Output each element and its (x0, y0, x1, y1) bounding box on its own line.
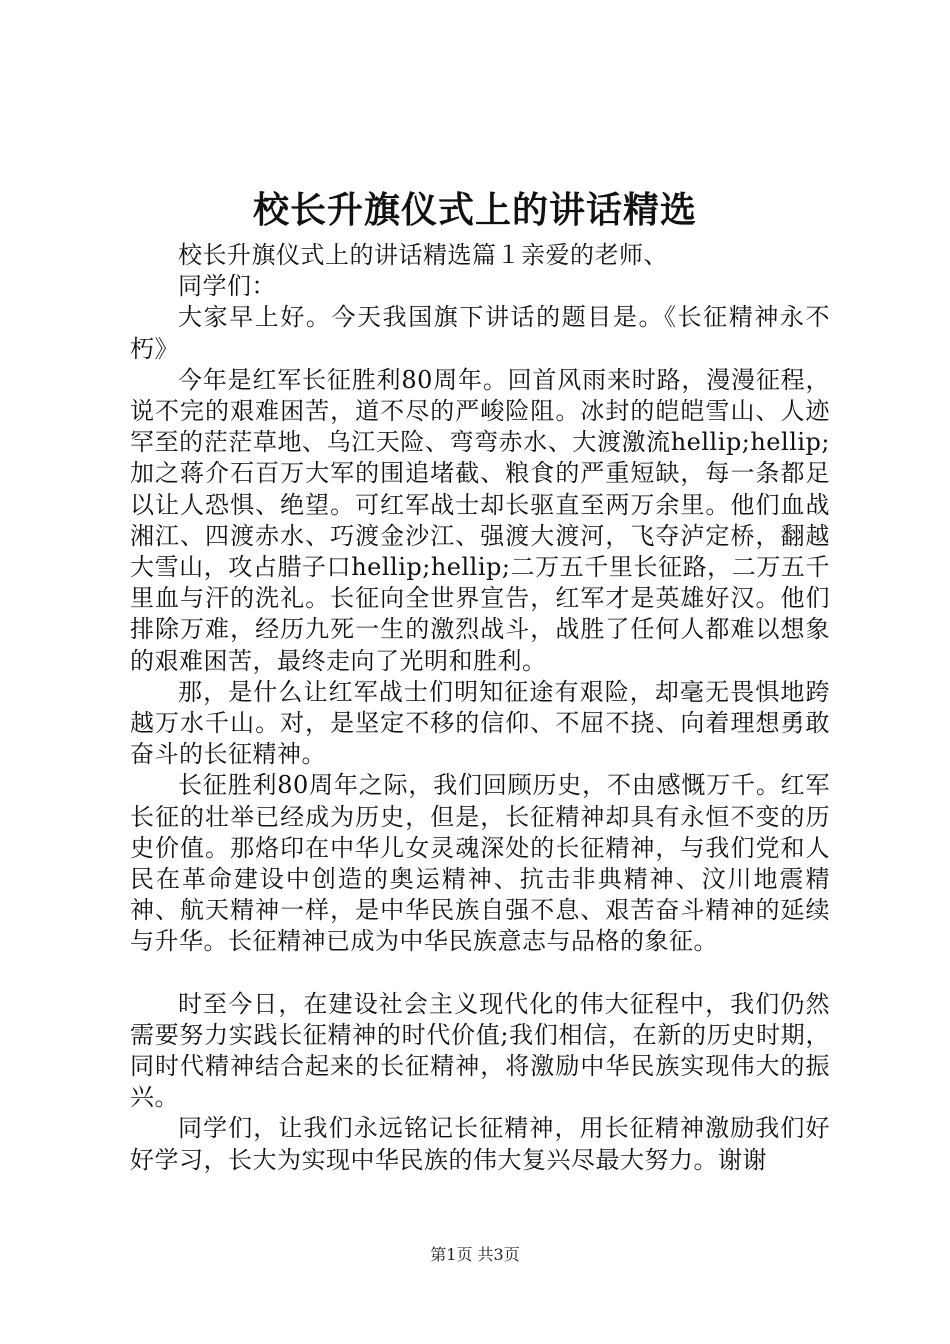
document-title: 校长升旗仪式上的讲话精选 (252, 189, 697, 231)
paragraph-greeting: 校长升旗仪式上的讲话精选篇１亲爱的老师、 (178, 241, 668, 269)
paragraph-question: 那，是什么让红军战士们明知征途有艰险，却毫无畏惧地跨越万水千山。对，是坚定不移的信仰、不屈不挠、向着理想勇敢奋斗的长征精神。 (130, 677, 830, 769)
document-body (130, 240, 830, 1176)
paragraph-today: 时至今日，在建设社会主义现代化的伟大征程中，我们仍然需要努力实践长征精神的时代价值;我们相信，在新的历史时期，同时代精神结合起来的长征精神，将激励中华民族实现伟大的振兴。 (130, 989, 830, 1112)
paragraph-anniversary: 长征胜利80周年之际，我们回顾历史，不由感慨万千。红军长征的壮举已经成为历史，但是，长征精神却具有永恒不变的历史价值。那烙印在中华儿女灵魂深处的长征精神，与我们党和人民在革命建设中创造的奥运精神、抗击非典精神、汶川地震精神、航天精神一样，是中华民族自强不息、艰苦奋斗精神的延续与升华。长征精神已成为中华民族意志与品格的象征。 (130, 771, 830, 956)
paragraph-closing: 同学们，让我们永远铭记长征精神，用长征精神激励我们好好学习，长大为实现中华民族的伟大复兴尽最大努力。谢谢 (130, 1114, 830, 1174)
page-number-footer: 第1页 共3页 (430, 1245, 520, 1264)
paragraph-opening: 大家早上好。今天我国旗下讲话的题目是。《长征精神永不朽》 (130, 303, 830, 363)
paragraph-salutation: 同学们： (178, 272, 276, 301)
paragraph-long-march-history: 今年是红军长征胜利80周年。回首风雨来时路，漫漫征程，说不完的艰难困苦，道不尽的严峻险阻。冰封的皑皑雪山、人迹罕至的茫茫草地、乌江天险、弯弯赤水、大渡激流hellip;hellip;加之蒋介石百万大军的围追堵截、粮食的严重短缺，每一条都足以让人恐惧、绝望。可红军战士却长驱直至两万余里。他们血战湘江、四渡赤水、巧渡金沙江、强渡大渡河，飞夺泸定桥，翻越大雪山，攻占腊子口hellip;hellip;二万五千里长征路，二万五千里血与汗的洗礼。长征向全世界宣告，红军才是英雄好汉。他们排除万难，经历九死一生的激烈战斗，战胜了任何人都难以想象的艰难困苦，最终走向了光明和胜利。 (130, 365, 830, 675)
